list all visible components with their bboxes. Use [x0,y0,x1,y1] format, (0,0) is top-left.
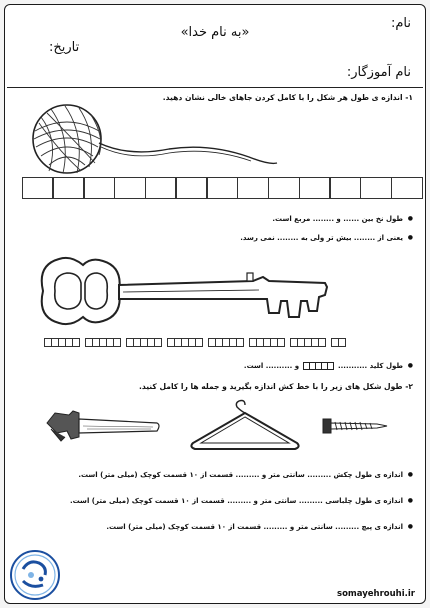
key-bullet [23,362,403,370]
measure-box [145,177,177,199]
key-icon [33,251,333,335]
small-measure-box [195,338,203,347]
measure-box [329,177,361,199]
measure-box [52,177,84,199]
small-measure-box [236,338,244,347]
measure-box [114,177,146,199]
measure-box [268,177,300,199]
key-bullet-part-2: ........... [337,362,368,370]
small-measure-box [338,338,346,347]
small-measure-box [318,338,326,347]
teacher-label: نام آموزگار: [346,65,411,80]
logo-icon [9,549,61,601]
measure-box [206,177,238,199]
hanger-icon [187,397,303,457]
screw-icon [321,415,389,437]
hammer-icon [43,407,163,451]
key-measure-boxes [45,338,345,348]
date-label: تاریخ: [49,40,80,55]
screw-bullet: اندازه ی پیچ ......... سانتی متر و ......... قسمت از ۱۰ قسمت کوچک (میلی متر) است. ● [23,523,403,531]
measure-box [175,177,207,199]
website-footer[interactable]: somayehrouhi.ir [337,589,415,599]
header-divider [7,87,423,88]
small-measure-box [154,338,162,347]
yarn-measure-boxes [23,177,423,201]
question-1-text: ۱- اندازه ی طول هر شکل را با کامل کردن جاهای خالی نشان دهید. [162,93,413,102]
key-bullet-part-3: و [294,362,300,370]
key-inline-boxes [304,362,334,370]
name-label: نام: [390,16,411,31]
key-bullet-part-5: است. [243,362,264,370]
measure-box [237,177,269,199]
small-measure-box [277,338,285,347]
yarn-bullet-1: طول نخ بین ...... و ........ مربع است. ● [23,215,403,223]
small-measure-box [72,338,80,347]
hanger-bullet: اندازه ی طول چلباسی ......... سانتی متر و ......... قسمت از ۱۰ قسمت کوچک (میلی متر) است. ● [23,497,403,505]
key-bullet-part-4: .......... [265,362,293,370]
yarn-bullet-2: یعنی از ........ بیش تر ولی به ........ نمی رسد. ● [23,234,403,242]
measure-box [360,177,392,199]
measure-box [83,177,115,199]
hammer-bullet: اندازه ی طول چکش ......... سانتی متر و ......... قسمت از ۱۰ قسمت کوچک (میلی متر) است. ● [23,471,403,479]
measure-box [299,177,331,199]
question-2-text: ۲- طول شکل های زیر را با خط کش اندازه بگیرید و جمله ها را کامل کنید. [138,382,413,391]
measure-box [22,177,54,199]
key-bullet-part-1: طول کلید [369,362,403,370]
page-title: «به نام خدا» [180,25,250,40]
measure-box [391,177,423,199]
yarn-ball-icon [19,101,281,177]
worksheet-page [4,4,426,604]
small-measure-box [113,338,121,347]
